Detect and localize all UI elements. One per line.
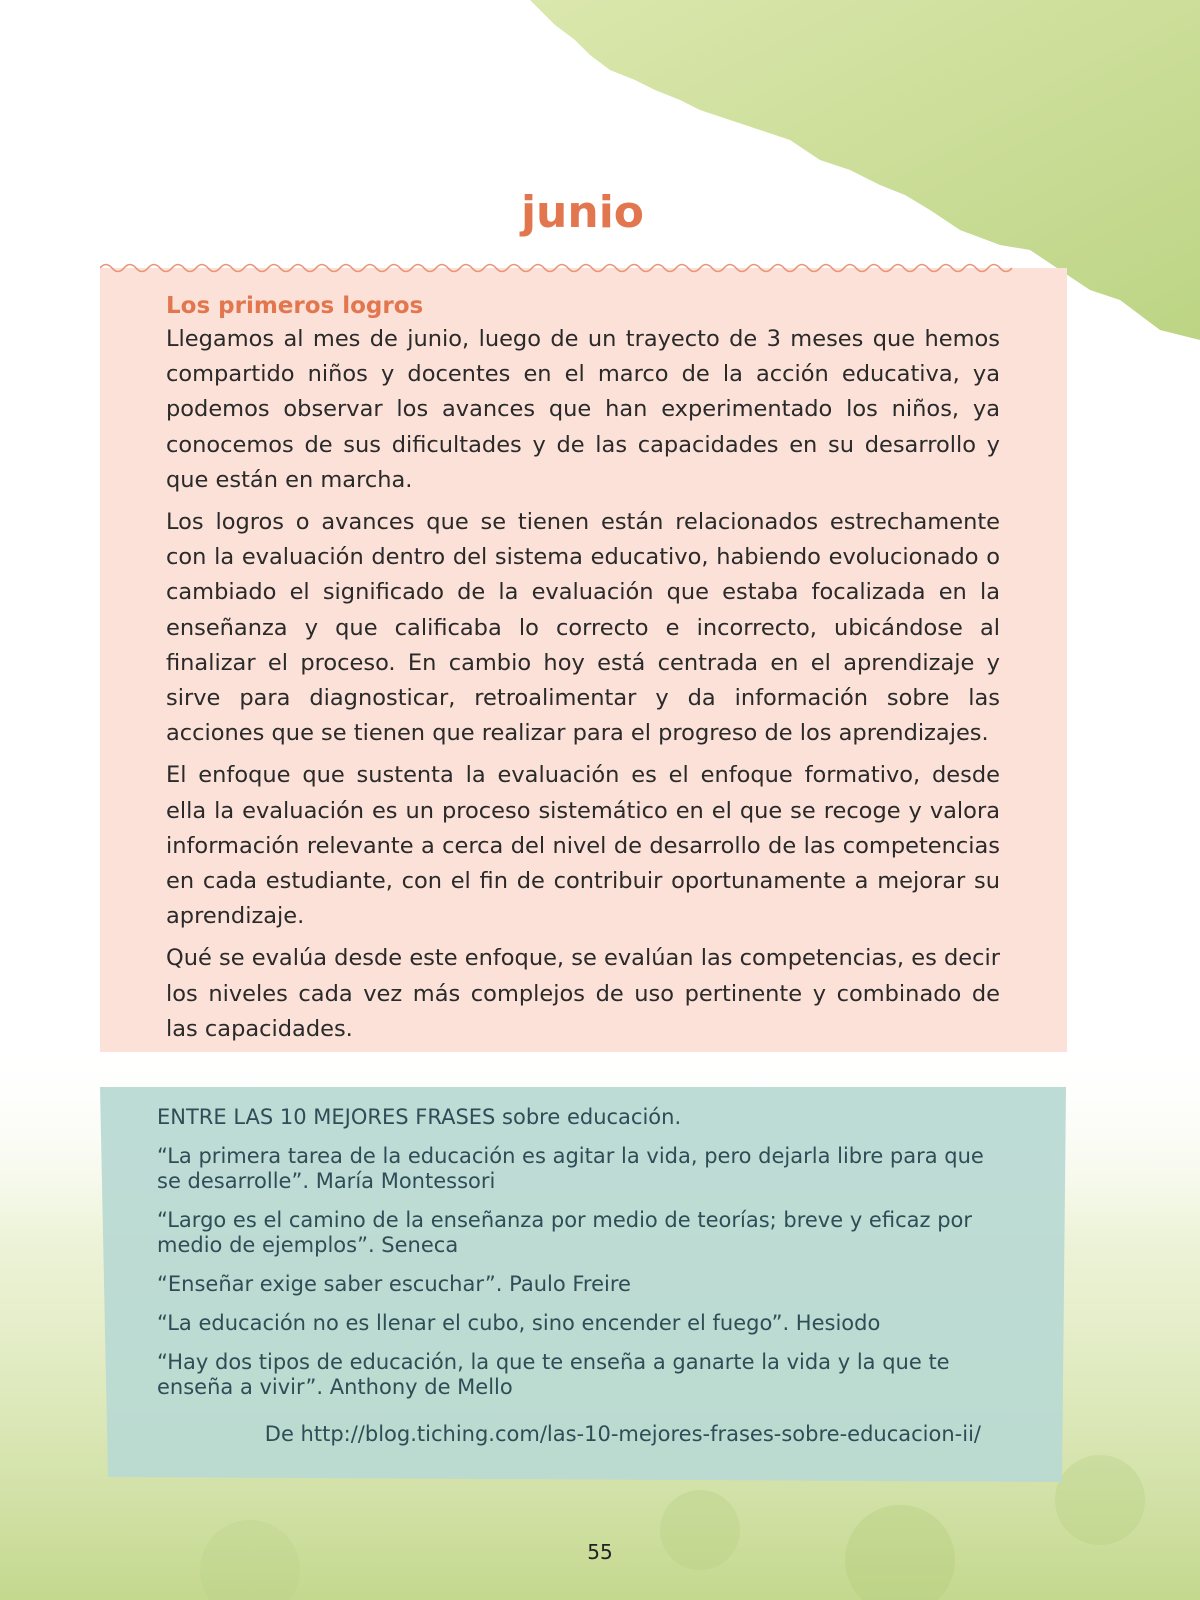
article-paragraph: Los logros o avances que se tienen están relacionados estrechamente con la evaluación dentro del sistema educativo, habiendo evolucionado o cambiado el significado de la evaluación que estaba focalizada en la enseñanza y que calificaba lo correcto e incorrecto, ubicándose al finalizar el proceso. En cambio hoy está centrada en el aprendizaje y sirve para diagnosticar, retroalimentar y da información sobre las acciones que se tienen que realizar para el progreso de los aprendizajes. [166,509,1000,747]
decorative-scallop-border [100,258,1068,278]
quotes-heading: ENTRE LAS 10 MEJORES FRASES sobre educación. [157,1105,682,1129]
quote-item: “La primera tarea de la educación es agitar la vida, pero dejarla libre para que se desarrolle”. María Montessori [157,1144,984,1193]
article-paragraph: Qué se evalúa desde este enfoque, se evalúan las competencias, es decir los niveles cada vez más complejos de uso pertinente y combinado de las capacidades. [166,945,1000,1042]
page-number: 55 [587,1540,613,1564]
quotes-panel [100,1087,1066,1487]
article-subtitle: Los primeros logros [166,293,424,319]
quote-item: “Hay dos tipos de educación, la que te enseña a ganarte la vida y la que te enseña a vivir”. Anthony de Mello [157,1350,950,1399]
article-paragraph: El enfoque que sustenta la evaluación es el enfoque formativo, desde ella la evaluación es un proceso sistemático en el que se recoge y valora información relevante a cerca del nivel de desarrollo de las competencias en cada estudiante, con el fin de contribuir oportunamente a mejorar su aprendizaje. [166,762,1000,930]
article-panel [100,268,1067,1052]
article-body [166,290,1000,1054]
quotes-body [157,1105,991,1468]
quote-item: “Largo es el camino de la enseñanza por medio de teorías; breve y eficaz por medio de ejemplos”. Seneca [157,1208,973,1257]
quotes-source-link[interactable]: De http://blog.tiching.com/las-10-mejores-frases-sobre-educacion-ii/ [264,1422,981,1446]
page-title: junio [520,187,645,239]
quote-item: “Enseñar exige saber escuchar”. Paulo Freire [157,1272,631,1296]
article-paragraph: Llegamos al mes de junio, luego de un trayecto de 3 meses que hemos compartido niños y docentes en el marco de la acción educativa, ya podemos observar los avances que han experimentado los niños, ya conocemos de sus dificultades y de las capacidades en su desarrollo y que están en marcha. [166,326,1000,493]
quote-item: “La educación no es llenar el cubo, sino encender el fuego”. Hesiodo [157,1311,881,1335]
